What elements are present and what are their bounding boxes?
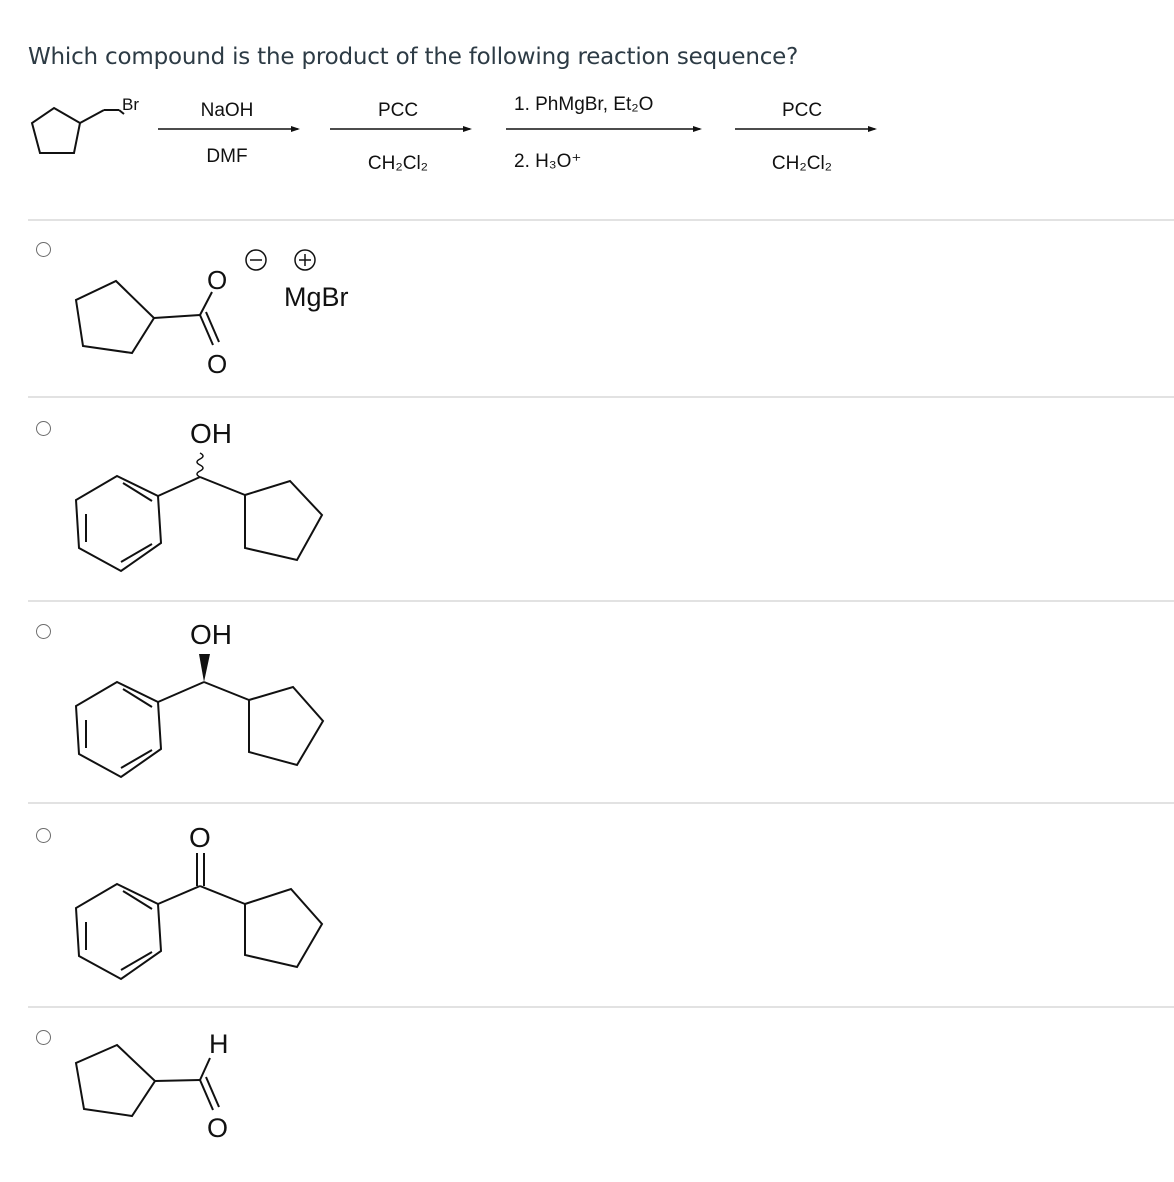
question-text: Which compound is the product of the following reaction sequence? <box>28 44 799 70</box>
structure-option-b <box>0 398 1174 600</box>
answer-option-b[interactable] <box>0 398 1174 600</box>
starting-material-structure <box>32 108 124 153</box>
step1-solvent: DMF <box>206 146 248 167</box>
step4-reagent: PCC <box>781 100 823 121</box>
step3-reagent-1: 1. PhMgBr, Et₂O <box>514 94 654 115</box>
step4-solvent: CH₂Cl₂ <box>771 153 833 174</box>
bromine-label: Br <box>122 95 139 114</box>
structure-option-e <box>0 1008 1174 1182</box>
hydroxyl-label: OH <box>190 619 232 650</box>
step1-reagent: NaOH <box>200 100 254 121</box>
structure-option-a <box>0 221 1174 396</box>
answer-option-a[interactable] <box>0 221 1174 396</box>
structure-option-d <box>0 804 1174 1006</box>
carboxylate-oxygen-label: O <box>207 265 228 295</box>
answer-option-e[interactable] <box>0 1008 1174 1182</box>
answer-option-c[interactable] <box>0 602 1174 800</box>
aldehyde-hydrogen-label: H <box>209 1029 229 1059</box>
counter-ion-label: MgBr <box>284 282 349 312</box>
step3-reagent-2: 2. H₃O⁺ <box>514 151 582 172</box>
hydroxyl-label: OH <box>190 418 232 449</box>
structure-option-c <box>0 602 1174 800</box>
reaction-scheme <box>0 80 1174 200</box>
step2-reagent: PCC <box>377 100 419 121</box>
carbonyl-oxygen-label: O <box>207 349 228 379</box>
ketone-oxygen-label: O <box>189 822 211 853</box>
aldehyde-oxygen-label: O <box>207 1113 229 1143</box>
answer-option-d[interactable] <box>0 804 1174 1006</box>
step2-solvent: CH₂Cl₂ <box>367 153 429 174</box>
wedge-bond <box>199 654 210 682</box>
